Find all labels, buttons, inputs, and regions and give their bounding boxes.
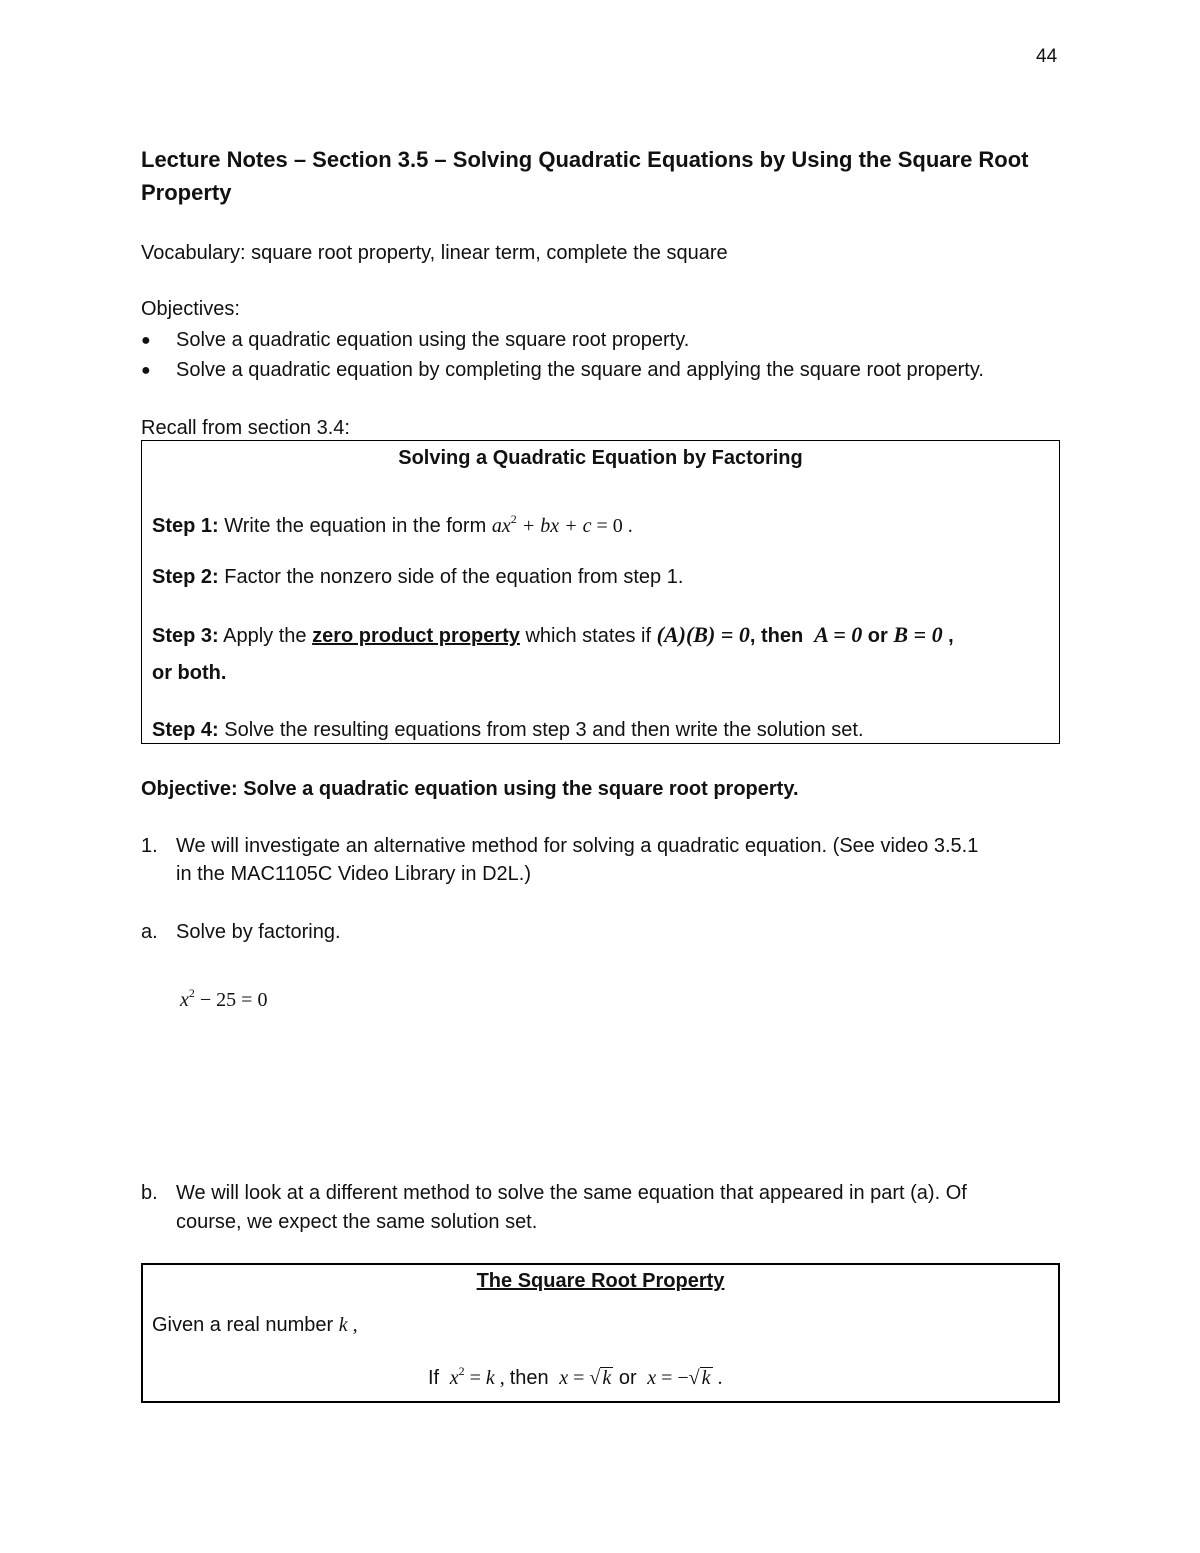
recall-label: Recall from section 3.4:	[141, 417, 350, 439]
step-1-label: Step 1:	[152, 515, 219, 537]
step-1-text: Write the equation in the form	[224, 515, 487, 537]
step-2-text: Factor the nonzero side of the equation from step 1.	[224, 566, 684, 588]
step-3-continuation: or both.	[152, 662, 227, 684]
bullet-icon: ●	[141, 332, 151, 349]
step-3: Step 3: Apply the zero product property which states if (A)(B) = 0, then A = 0 or B = 0 ,	[152, 622, 954, 647]
step-3-or: or	[867, 625, 888, 647]
factoring-steps-box	[141, 440, 1060, 744]
part-b-line-1: We will look at a different method to solve the same equation that appeared in part (a). Of	[176, 1182, 967, 1204]
step-4	[152, 717, 864, 743]
given-variable: k	[338, 1314, 348, 1336]
objective-heading: Objective: Solve a quadratic equation using the square root property.	[141, 778, 799, 800]
vocabulary-line: Vocabulary: square root property, linear term, complete the square	[141, 242, 728, 264]
given-line: Given a real number k ,	[152, 1314, 358, 1336]
bullet-icon: ●	[141, 362, 151, 379]
step-2	[152, 564, 683, 590]
item-1-line-2: in the MAC1105C Video Library in D2L.)	[176, 863, 531, 885]
page-number: 44	[1036, 46, 1058, 67]
objectives-heading: Objectives:	[141, 298, 240, 320]
step-3-then: , then	[749, 625, 804, 647]
item-1-number: 1.	[141, 835, 158, 857]
part-b-line-2: course, we expect the same solution set.	[176, 1211, 538, 1233]
step-2-label: Step 2:	[152, 566, 219, 588]
factoring-box-title: Solving a Quadratic Equation by Factoring	[398, 447, 803, 469]
part-a-equation: $x^2 - 25 = 0$	[180, 986, 268, 1011]
step-3-text-b: which states if	[525, 625, 652, 647]
if-word: If	[428, 1367, 440, 1389]
step-3-product: (A)(B) = 0	[656, 622, 750, 647]
step-1-equation: $ax^2$ + bx + c = 0	[491, 512, 623, 537]
step-3-label: Step 3:	[152, 625, 219, 647]
step-3-text-a: Apply the	[223, 625, 307, 647]
objective-item: Solve a quadratic equation using the square root property.	[176, 329, 690, 351]
step-3-a-equals-zero: A = 0	[808, 622, 863, 647]
square-root-property-title: The Square Root Property	[476, 1270, 725, 1292]
part-a-label: a.	[141, 921, 158, 943]
item-1-line-1: We will investigate an alternative method for solving a quadratic equation. (See video 3.5.1	[176, 835, 979, 857]
part-b-label: b.	[141, 1182, 158, 1204]
or-word: or	[618, 1367, 637, 1389]
then-word: then	[509, 1367, 549, 1389]
objective-item: Solve a quadratic equation by completing the square and applying the square root property.	[176, 359, 984, 381]
step-4-text: Solve the resulting equations from step 3 and then write the solution set.	[224, 719, 864, 741]
step-4-label: Step 4:	[152, 719, 219, 741]
zero-product-property-link[interactable]: zero product property	[312, 625, 520, 647]
part-a-text: Solve by factoring.	[176, 921, 341, 943]
given-text: Given a real number	[152, 1314, 334, 1336]
page-title: Lecture Notes – Section 3.5 – Solving Quadratic Equations by Using the Square Root Property	[141, 147, 1029, 205]
square-root-property-statement: If $x^2 = k$ , then x = √ k or x = −√ k .	[428, 1364, 723, 1389]
step-1: Step 1: Write the equation in the form $ax^2$ + bx + c = 0 .	[152, 512, 633, 537]
step-3-b-equals-zero: B = 0	[893, 622, 943, 647]
